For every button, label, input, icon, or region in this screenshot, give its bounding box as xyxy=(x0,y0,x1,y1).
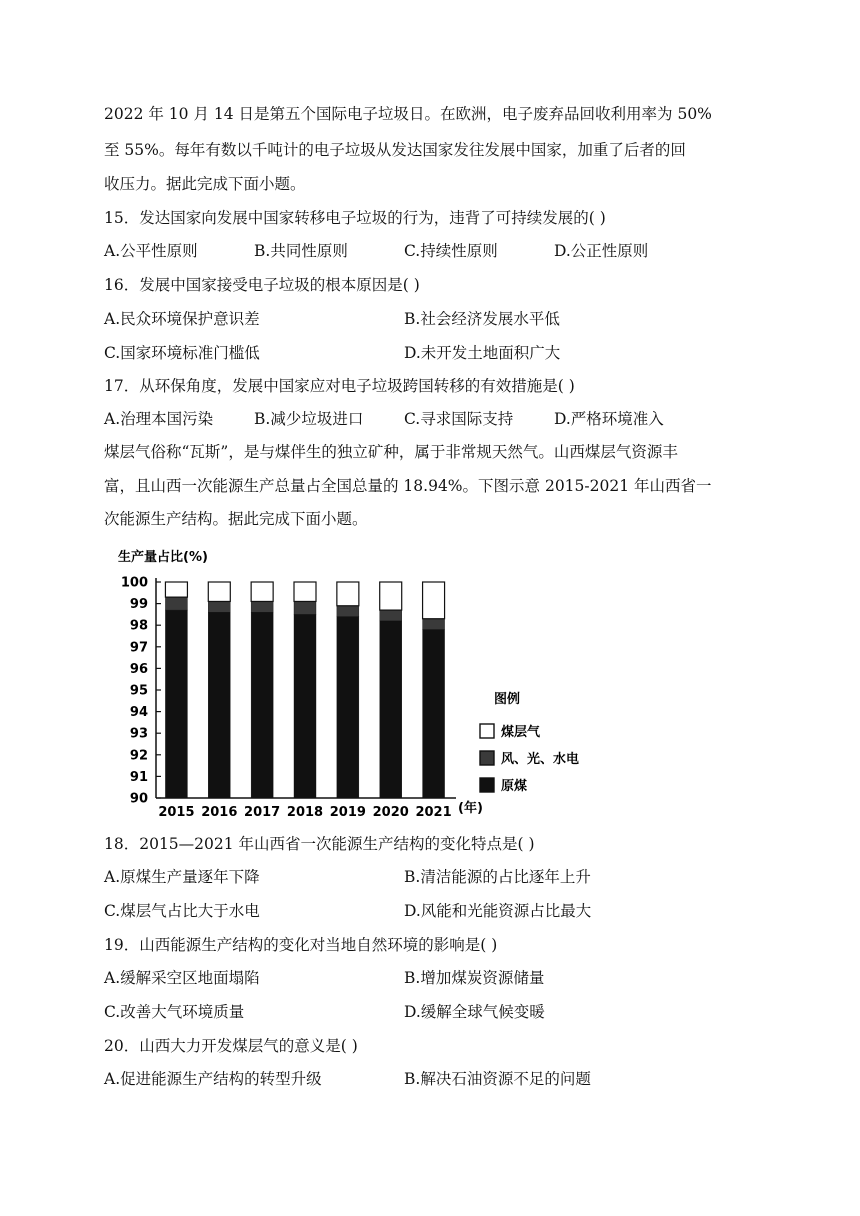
y-axis-title: 生产量占比(%) xyxy=(118,550,208,565)
x-tick-labels xyxy=(158,805,451,820)
legend-swatch xyxy=(480,751,494,765)
passage1-line-1: 2022 年 10 月 14 日是第五个国际电子垃圾日。在欧洲，电子废弃品回收利用率为 50% xyxy=(104,105,712,123)
x-tick-label: 2018 xyxy=(286,805,324,820)
bar-segment xyxy=(208,601,230,612)
bar-segment xyxy=(423,582,445,619)
q18-option-a: A.原煤生产量逐年下降 xyxy=(104,868,260,886)
y-tick-label: 93 xyxy=(129,726,148,742)
y-tick-label: 96 xyxy=(129,661,148,677)
q19-option-c: C.改善大气环境质量 xyxy=(104,1003,245,1021)
bar-segment xyxy=(423,619,445,630)
y-tick-label: 94 xyxy=(129,705,148,721)
y-tick-label: 90 xyxy=(129,791,148,807)
y-tick-label: 100 xyxy=(120,575,148,591)
bar-segment xyxy=(251,582,273,601)
q19-option-b: B.增加煤炭资源储量 xyxy=(404,969,545,987)
bar-segment xyxy=(337,617,359,798)
y-tick-label: 91 xyxy=(129,769,148,785)
q20-option-a: A.促进能源生产结构的转型升级 xyxy=(104,1070,322,1088)
energy-structure-chart xyxy=(100,540,580,820)
bar-segment xyxy=(337,606,359,617)
y-tick-label: 92 xyxy=(129,748,148,764)
y-tick-label: 95 xyxy=(129,683,148,699)
x-tick-label: 2020 xyxy=(372,805,409,820)
legend-title: 图例 xyxy=(494,692,521,707)
q20-option-b: B.解决石油资源不足的问题 xyxy=(404,1070,591,1088)
legend-label: 煤层气 xyxy=(501,725,541,740)
legend-swatch xyxy=(480,724,494,738)
x-tick-label: 2016 xyxy=(201,805,238,820)
q18-option-c: C.煤层气占比大于水电 xyxy=(104,902,260,920)
bar-segment xyxy=(165,582,187,597)
bar-segment xyxy=(251,601,273,612)
q17-option-c: C.寻求国际支持 xyxy=(404,410,514,428)
question-16-stem: 16．发展中国家接受电子垃圾的根本原因是( ) xyxy=(104,276,420,294)
chart-legend xyxy=(480,691,579,794)
bar-segment xyxy=(294,601,316,614)
legend-swatch xyxy=(480,778,494,792)
q16-option-d: D.未开发土地面积广大 xyxy=(404,344,561,362)
q16-option-a: A.民众环境保护意识差 xyxy=(104,310,260,328)
q17-option-a: A.治理本国污染 xyxy=(104,410,214,428)
x-axis-unit: (年) xyxy=(458,801,483,816)
question-17-stem: 17．从环保角度，发展中国家应对电子垃圾跨国转移的有效措施是( ) xyxy=(104,377,575,395)
q17-option-b: B.减少垃圾进口 xyxy=(254,410,364,428)
question-19-stem: 19．山西能源生产结构的变化对当地自然环境的影响是( ) xyxy=(104,936,498,954)
x-tick-label: 2021 xyxy=(415,805,452,820)
question-15-stem: 15．发达国家向发展中国家转移电子垃圾的行为，违背了可持续发展的( ) xyxy=(104,209,606,227)
q19-option-a: A.缓解采空区地面塌陷 xyxy=(104,969,260,987)
x-tick-label: 2015 xyxy=(158,805,195,820)
question-18-stem: 18．2015—2021 年山西省一次能源生产结构的变化特点是( ) xyxy=(104,835,535,853)
passage1-line-2: 至 55%。每年有数以千吨计的电子垃圾从发达国家发往发展中国家，加重了后者的回 xyxy=(104,141,686,159)
passage2-line-1: 煤层气俗称“瓦斯”，是与煤伴生的独立矿种，属于非常规天然气。山西煤层气资源丰 xyxy=(104,443,678,461)
legend-label: 原煤 xyxy=(501,779,528,794)
bar-segment xyxy=(380,582,402,610)
bar-segment xyxy=(294,582,316,601)
bar-segment xyxy=(208,612,230,798)
chart-bars xyxy=(165,582,444,798)
y-tick-label: 99 xyxy=(129,597,148,613)
q16-option-b: B.社会经济发展水平低 xyxy=(404,310,560,328)
bar-segment xyxy=(165,610,187,798)
legend-label: 风、光、水电 xyxy=(501,752,580,767)
bar-segment xyxy=(294,614,316,798)
question-20-stem: 20．山西大力开发煤层气的意义是( ) xyxy=(104,1037,358,1055)
bar-segment xyxy=(208,582,230,601)
bar-segment xyxy=(337,582,359,606)
q15-option-a: A.公平性原则 xyxy=(104,242,198,260)
q18-option-b: B.清洁能源的占比逐年上升 xyxy=(404,868,591,886)
y-tick-label: 97 xyxy=(129,640,148,656)
q18-option-d: D.风能和光能资源占比最大 xyxy=(404,902,592,920)
y-tick-label: 98 xyxy=(129,618,148,634)
bar-segment xyxy=(423,630,445,798)
q19-option-d: D.缓解全球气候变暖 xyxy=(404,1003,545,1021)
q15-option-d: D.公正性原则 xyxy=(554,242,649,260)
x-tick-label: 2019 xyxy=(329,805,366,820)
passage2-line-3: 次能源生产结构。据此完成下面小题。 xyxy=(104,510,368,528)
q15-option-c: C.持续性原则 xyxy=(404,242,498,260)
bar-segment xyxy=(165,597,187,610)
q17-option-d: D.严格环境准入 xyxy=(554,410,664,428)
q15-option-b: B.共同性原则 xyxy=(254,242,348,260)
y-tick-labels xyxy=(121,576,148,807)
bar-segment xyxy=(251,612,273,798)
passage2-line-2: 富，且山西一次能源生产总量占全国总量的 18.94%。下图示意 2015-2021 年山西省一 xyxy=(104,477,712,495)
x-tick-label: 2017 xyxy=(244,805,281,820)
q16-option-c: C.国家环境标准门槛低 xyxy=(104,344,260,362)
passage1-line-3: 收压力。据此完成下面小题。 xyxy=(104,175,306,193)
bar-segment xyxy=(380,621,402,798)
bar-segment xyxy=(380,610,402,621)
